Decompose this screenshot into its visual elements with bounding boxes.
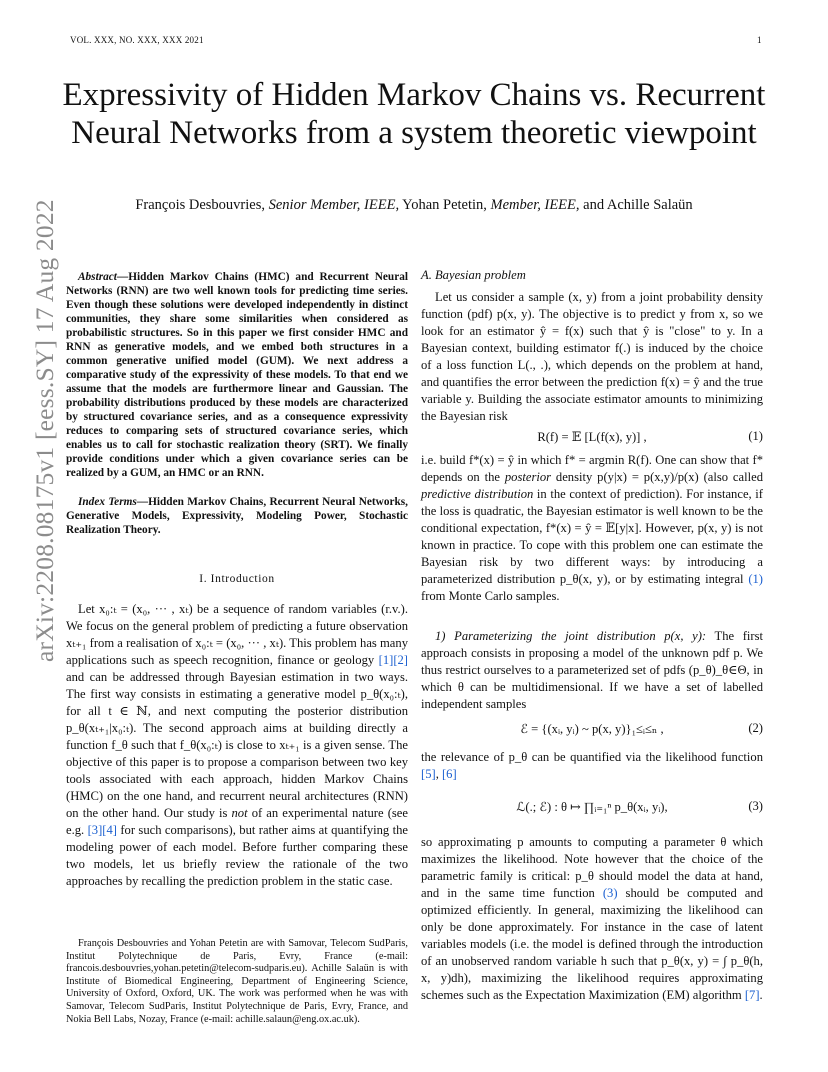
intro-text: for such comparisons), but rather aims at quantifying the modeling power of each model. Before further comparing these two models, let us briefly review the rationale of the two approaches by recalling the prediction problem in the static case. xyxy=(66,823,408,888)
paragraph-text: the relevance of p_θ can be quantified via the likelihood function xyxy=(421,750,763,764)
paragraph-heading: 1) Parameterizing the joint distribution p(x, y): xyxy=(435,629,707,643)
index-terms-text: —Hidden Markov Chains, Recurrent Neural Networks, Generative Models, Expressivity, Modeling Power, Stochastic Realization Theory. xyxy=(66,496,408,536)
intro-text: of an experimental nature (see e.g. xyxy=(66,806,408,837)
author-line xyxy=(60,197,768,214)
paragraph-text: from Monte Carlo samples. xyxy=(421,589,560,603)
author-name: and Achille Salaün xyxy=(583,197,693,213)
citation-link[interactable]: [3] xyxy=(87,823,103,837)
equation-body: ℰ = {(xᵢ, yᵢ) ~ p(x, y)}₁≤ᵢ≤ₙ , xyxy=(520,722,664,736)
citation-link[interactable]: [1] xyxy=(378,653,394,667)
paragraph-text: so approximating p amounts to computing a parameter θ which maximizes the likelihood. Note however that the choice of the parametric family is critical: p_θ should model the data at hand, and in the same time function xyxy=(421,835,763,900)
equation-number: (1) xyxy=(748,429,763,443)
abstract xyxy=(66,270,408,480)
citation-link[interactable]: [7] xyxy=(744,988,760,1002)
index-terms-label: Index Terms xyxy=(78,496,137,508)
author-name: Yohan Petetin, xyxy=(402,197,487,213)
intro-text: and can be addressed through Bayesian estimation in two ways. The first way consists in estimating a generative model p_θ(x₀:ₜ), for all t ∈ ℕ, and next computing the posterior distribution p_θ(xₜ₊₁|x₀:ₜ). The second approach aims at building directly a function f_θ such that f_θ(x₀:ₜ) is close to xₜ₊₁ is a given sense. The objective of this paper is to propose a comparison between two key tools associated with each approach, hidden Markov Chains (HMC) on the one hand, and recurrent neural architectures (RNN) on the other hand. Our study is xyxy=(66,670,408,820)
abstract-text: —Hidden Markov Chains (HMC) and Recurrent Neural Networks (RNN) are two well known tools for predicting time series. Even though these solutions were developed independently in distinct communities, they share some similarities when considered as probabilistic structures. So in this paper we first consider HMC and RNN as generative models, and we embed both structures in a common generative unified model (GUM). We next address a comparative study of the expressivity of these models. To that end we assume that the models are furthermore linear and Gaussian. The probability distributions produced by these models are characterized by structured covariance series, and as a consequence expressivity reduces to comparing sets of structured covariance series, which enables us to call for stochastic realization theory (SRT). We finally provide conditions under which a given covariance series can be realized by a GUM, an HMC or an RNN. xyxy=(66,271,408,479)
equation-body: ℒ(.; ℰ) : θ ↦ ∏ᵢ₌₁ⁿ p_θ(xᵢ, yᵢ), xyxy=(516,800,668,814)
paper-title: Expressivity of Hidden Markov Chains vs. Recurrent Neural Networks from a system theoretic viewpoint xyxy=(62,77,766,151)
paragraph-likelihood: the relevance of p_θ can be quantified via the likelihood function [5], [6] xyxy=(421,750,763,781)
intro-text: Let x₀:ₜ = (x₀, ··· , xₜ) be a sequence of random variables (r.v.). We focus on the general problem of predicting a future observation xₜ₊₁ from a realisation of x₀:ₜ = (x₀, ··· , xₜ). This problem has many applications such as speech recognition, finance or geology xyxy=(66,602,408,667)
paragraph-text: . xyxy=(759,988,763,1002)
paragraph-text: should be computed and optimized efficiently. In general, maximizing the likelihood can only be done approximately. For instance in the case of latent variables models (i.e. the model is defined through the introduction of an unobserved random variable h such that p_θ(x, y) = ∫ p_θ(h, x, y)dh), maximizing the likelihood requires approximating schemes such as the Expectation Maximization (EM) algorithm xyxy=(421,886,763,1002)
arxiv-side-stamp: arXiv:2208.08175v1 [eess.SY] 17 Aug 2022 xyxy=(30,199,59,662)
subsection-heading-bayesian: A. Bayesian problem xyxy=(421,268,526,282)
section-heading-introduction: I. Introduction xyxy=(199,573,275,585)
paragraph-posterior xyxy=(421,452,763,605)
equation-number: (3) xyxy=(748,799,763,813)
paragraph-bayesian-intro: Let us consider a sample (x, y) from a joint probability density function (pdf) p(x, y). The objective is to predict y from x, so we look for an estimator ŷ = f(x) such that ŷ is "close" to y. In a Bayesian context, building estimator f(.) is induced by the choice of a loss function L(., .), which depends on the problem at hand, and quantifies the error between the prediction f(x) = ŷ and the true variable y. Building the associate estimator amounts to minimizing the Bayesian risk xyxy=(421,290,763,423)
author-role: Senior Member, IEEE, xyxy=(268,197,400,213)
abstract-label: Abstract xyxy=(78,271,117,283)
paragraph-parameterizing xyxy=(421,628,763,713)
author-role: Member, IEEE, xyxy=(490,197,580,213)
running-header: VOL. XXX, NO. XXX, XXX 2021 xyxy=(70,35,204,45)
intro-emphasis: not xyxy=(231,806,248,820)
paragraph-emphasis: predictive distribution xyxy=(421,487,534,501)
intro-paragraph xyxy=(66,601,408,890)
equation-number: (2) xyxy=(748,721,763,735)
page-number: 1 xyxy=(757,35,762,45)
paragraph-text: in the context of prediction). For instance, if the loss is quadratic, the Bayesian estimator is well known to be the conditional expectation, f*(x) = ŷ = 𝔼[y|x]. However, p(x, y) is not known in practice. To cope with this problem one can estimate the Bayesian risk by two different ways: by introducing a parameterized distribution p_θ(x, y), or by estimating integral xyxy=(421,487,763,586)
paragraph-approximation xyxy=(421,834,763,1004)
equation-ref-link[interactable]: (3) xyxy=(602,886,618,900)
paragraph-text: density p(y|x) = p(x,y)/p(x) (also called xyxy=(551,470,763,484)
author-name: François Desbouvries, xyxy=(135,197,265,213)
paragraph-text: i.e. build f*(x) = ŷ in which f* = argmin R(f). One can show that f* depends on the xyxy=(421,453,763,484)
citation-link[interactable]: [6] xyxy=(441,767,457,781)
citation-link[interactable]: [5] xyxy=(421,767,436,781)
index-terms xyxy=(66,495,408,537)
paragraph-emphasis: posterior xyxy=(504,470,552,484)
citation-link[interactable]: [2] xyxy=(393,653,408,667)
citation-link[interactable]: [4] xyxy=(102,823,117,837)
paragraph-text: The first approach consists in proposing a model of the unknown pdf p. We thus restrict ourselves to a parameterized set of pdfs (p_θ)_θ∈Θ, in which θ can be multidimensional. If we have a set of labelled independent samples xyxy=(421,629,763,711)
equation-ref-link[interactable]: (1) xyxy=(748,572,763,586)
equation-body: R(f) = 𝔼 [L(f(x), y)] , xyxy=(537,430,647,444)
footnote: François Desbouvries and Yohan Petetin are with Samovar, Telecom SudParis, Institut Polytechnique de Paris, Evry, France (e-mail: francois.desbouvries,yohan.petetin@telecom-sudparis.eu). Achille Salaün is with Institute of Biomedical Engineering, Department of Engineering Science, University of Oxford, Oxford, UK. The work was performed when he was with Samovar, Telecom SudParis, Institut Polytechnique de Paris, Evry, France, and Nokia Bell Labs, Nozay, France (e-mail: achille.salaun@eng.ox.ac.uk). xyxy=(66,938,408,1025)
